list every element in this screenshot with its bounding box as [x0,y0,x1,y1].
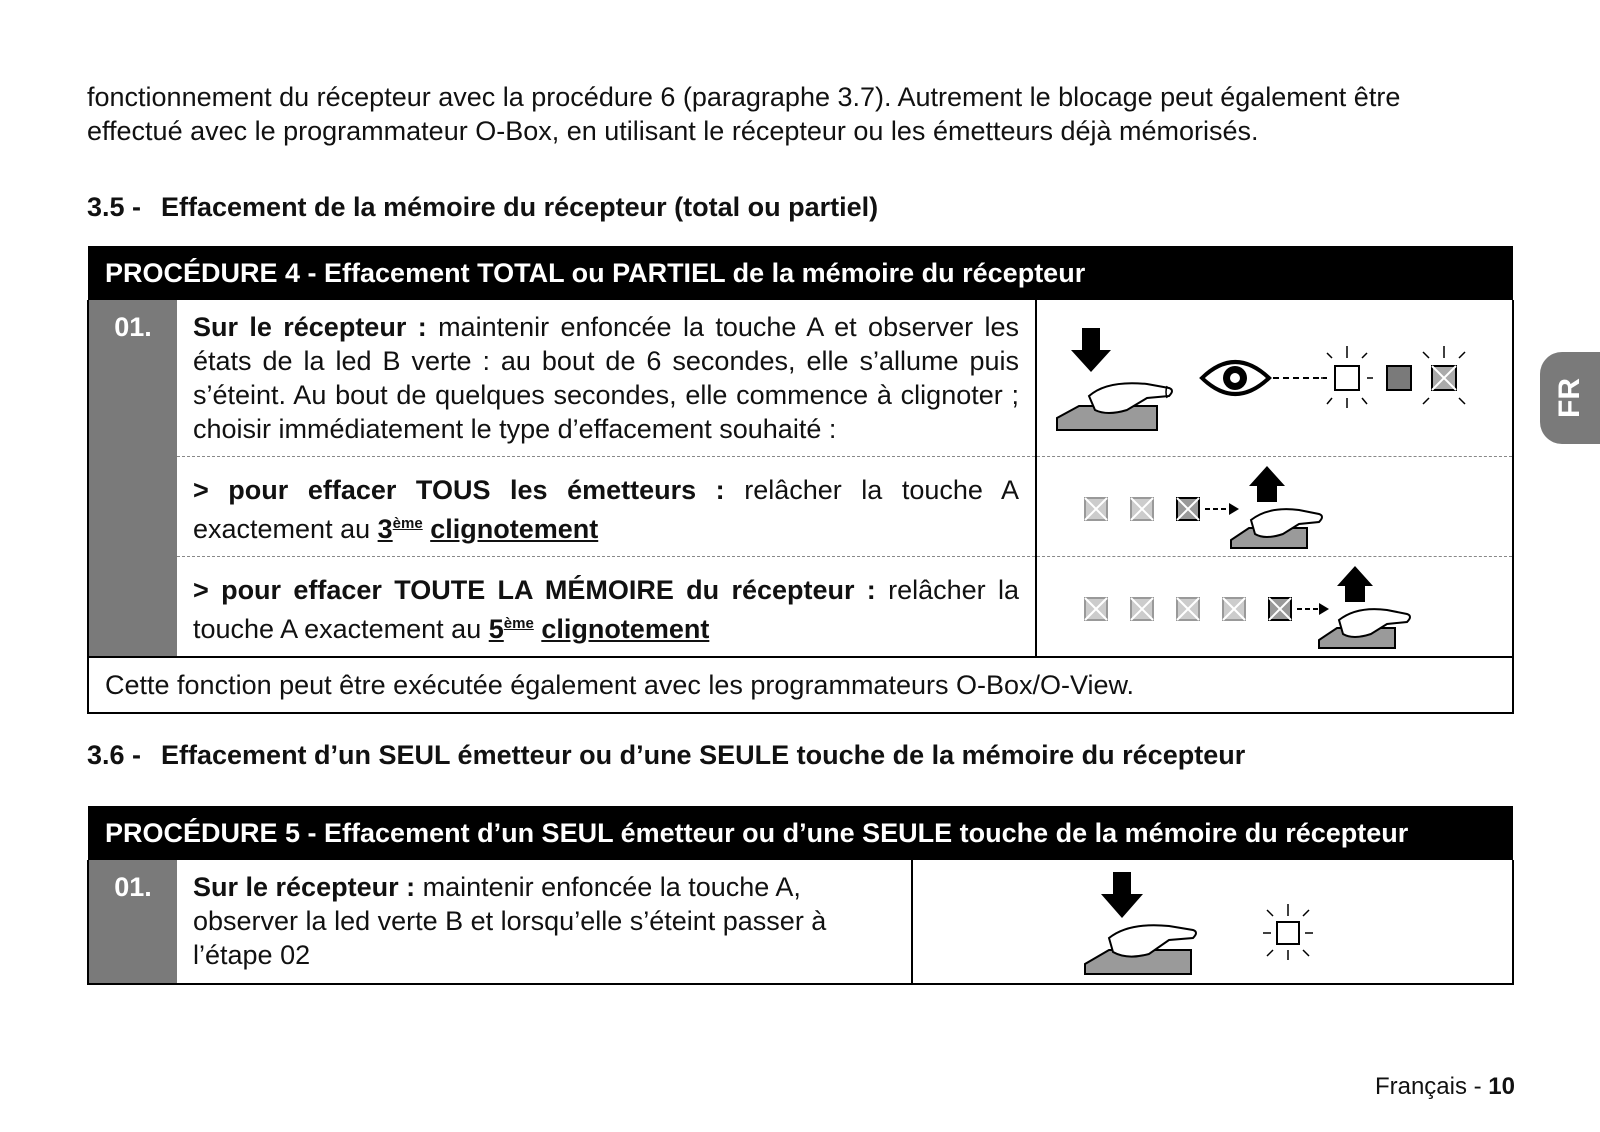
step-desc: maintenir enfoncée la touche A et observer les états de la led B verte : au bout de 6 secondes, elle s’allume puis s’éteint. Au bout de quelques secondes, elle commence à clignoter ; choisir immédiatement le type d’effacement souhaité : [193,312,1019,444]
section-number: 3.6 - [87,740,142,770]
language-tab-label: FR [1553,378,1586,418]
press-and-observe-illustration [1037,318,1497,438]
step-text-1 [177,860,912,984]
language-tab [1540,352,1600,444]
illustration-cell-3 [1036,557,1513,658]
led-blink-icon [1223,598,1245,620]
release-at-5th-blink-illustration [1037,562,1497,652]
step-text-3 [177,557,1036,658]
procedure-5-header: PROCÉDURE 5 - Effacement d’un SEUL émetteur ou d’une SEULE touche de la mémoire du récepteur [88,806,1513,860]
led-blink-icon [1085,598,1107,620]
step-number: 01. [88,860,177,984]
intro-paragraph [87,80,1517,148]
illustration-cell-2 [1036,457,1513,557]
option-all-transmitters-label: > pour effacer TOUS les émetteurs : [193,475,725,505]
intro-line-1: fonctionnement du récepteur avec la procédure 6 (paragraphe 3.7). Autrement le blocage peut également être [87,82,1401,112]
press-and-wait-illustration [913,862,1493,982]
release-up-icon [1249,466,1285,502]
step-text-1 [177,300,1036,457]
footer-language: Français - [1374,1073,1482,1100]
step-text-2 [177,457,1036,557]
blink-word: clignotement [430,514,599,544]
led-blink-icon [1085,498,1107,520]
section-title-text: Effacement de la mémoire du récepteur (total ou partiel) [161,192,879,222]
led-blink-icon [1131,498,1153,520]
option-full-memory-text: relâcher la touche A exactement au [193,575,1019,644]
step-label: Sur le récepteur : [193,872,416,902]
section-number: 3.5 - [87,192,142,222]
led-blink-icon [1177,598,1199,620]
procedure-5-table [87,806,1514,985]
led-blink-icon [1269,598,1291,620]
led-on-icon [1387,366,1411,390]
section-3-5-title [87,190,878,224]
section-title-text: Effacement d’un SEUL émetteur ou d’une SEULE touche de la mémoire du récepteur [161,740,1246,770]
illustration-cell [912,860,1513,984]
option-all-transmitters-text: relâcher la touche A exactement au [193,475,1019,544]
illustration-cell-1 [1036,300,1513,457]
release-up-icon [1337,566,1373,602]
procedure-4-table [87,246,1514,714]
led-blink-icon [1263,904,1313,960]
press-down-icon [1071,328,1111,372]
led-blink-icon [1131,598,1153,620]
press-down-icon [1101,872,1143,918]
procedure-4-header: PROCÉDURE 4 - Effacement TOTAL ou PARTIEL de la mémoire du récepteur [88,246,1513,300]
blink-word: clignotement [541,614,710,644]
blink-count-suffix: ème [503,615,534,632]
blink-count-number: 3 [377,514,393,544]
step-desc: maintenir enfoncée la touche A, observer la led verte B et lorsqu’elle s’éteint passer à l’étape 02 [193,872,827,970]
blink-count-number: 5 [488,614,504,644]
option-full-memory-label: > pour effacer TOUTE LA MÉMOIRE du récepteur : [193,575,876,605]
procedure-4-note: Cette fonction peut être exécutée également avec les programmateurs O-Box/O-View. [88,657,1513,713]
intro-line-2: effectué avec le programmateur O-Box, en utilisant le récepteur ou les émetteurs déjà mémorisés. [87,116,1259,146]
led-blink-icon [1423,346,1465,404]
led-blink-icon [1177,498,1199,520]
page-footer [1375,1073,1515,1101]
release-at-3rd-blink-illustration [1037,462,1497,552]
blink-count-suffix: ème [392,515,423,532]
eye-icon [1202,362,1269,394]
page-number: 10 [1488,1073,1515,1100]
step-number: 01. [88,300,177,657]
led-blink-icon [1321,346,1373,408]
section-3-6-title [87,738,1245,772]
step-label: Sur le récepteur : [193,312,427,342]
